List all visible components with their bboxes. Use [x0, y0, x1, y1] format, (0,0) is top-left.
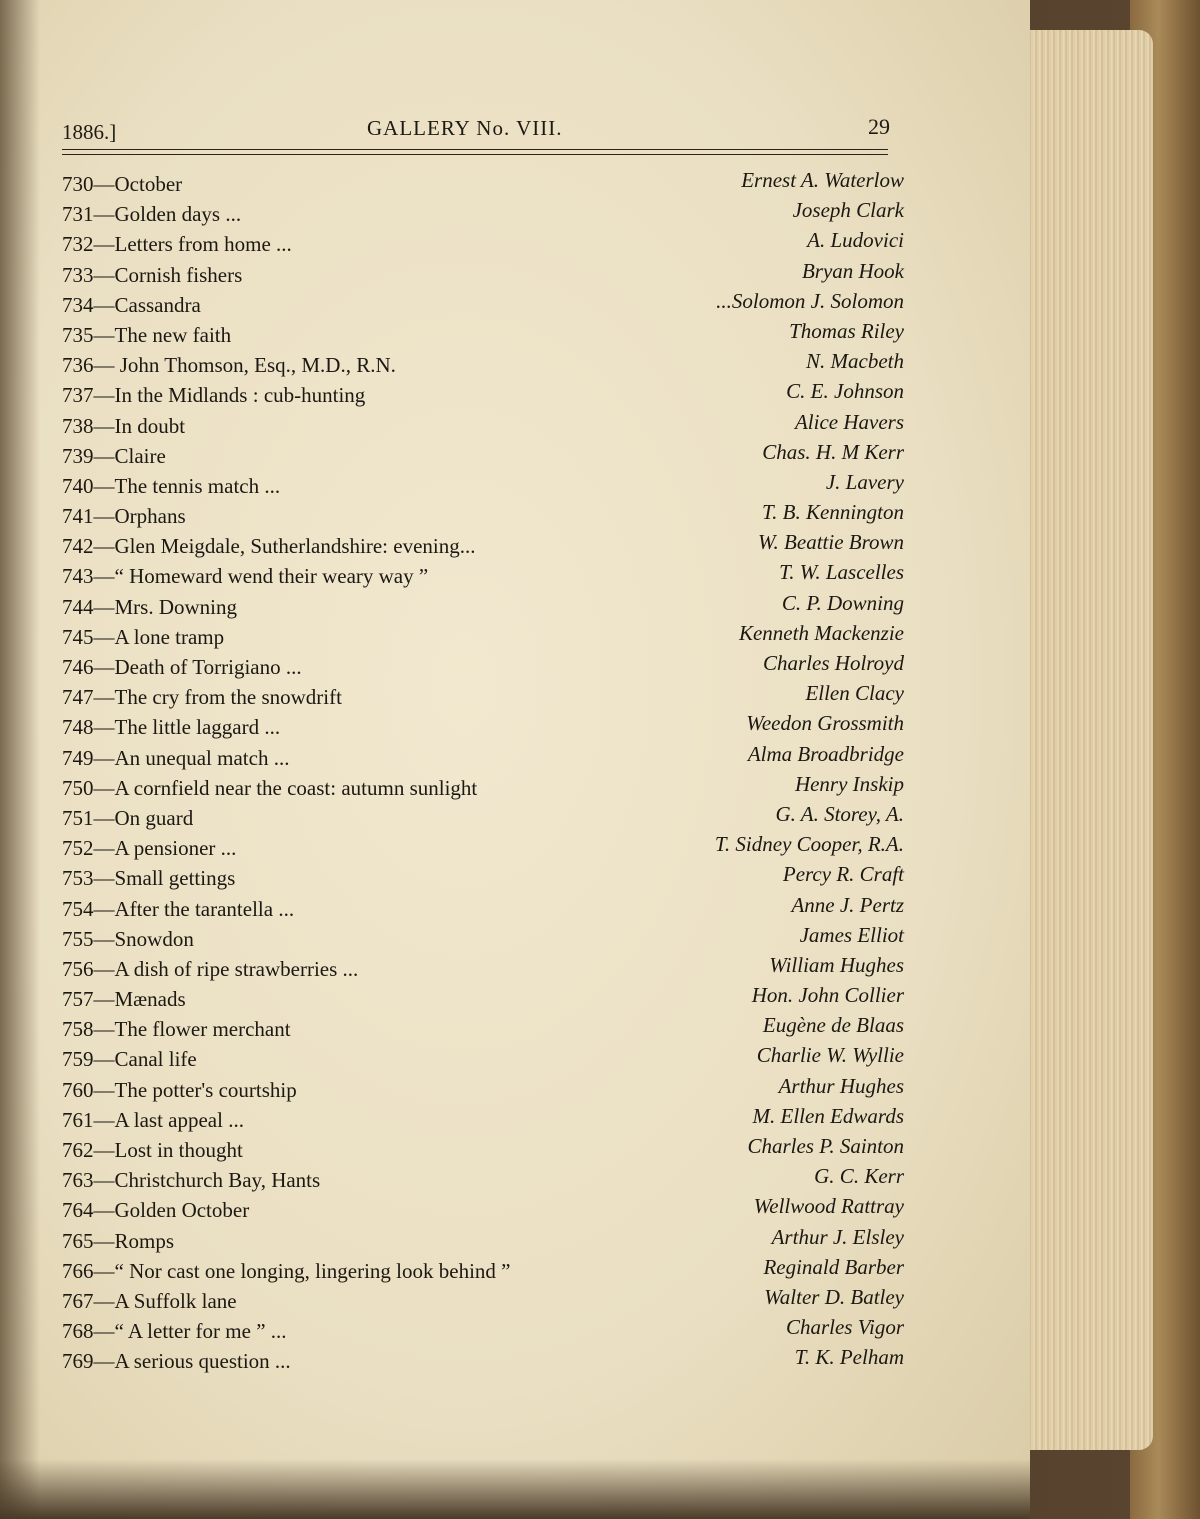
entry-title: 747—The cry from the snowdrift [62, 685, 342, 710]
header-gallery-title: GALLERY No. VIII. [367, 116, 563, 140]
bottom-shadow [0, 1459, 1030, 1519]
entry-title: 753—Small gettings [62, 866, 236, 891]
entry-artist: T. K. Pelham [794, 1345, 904, 1370]
entry-artist: Thomas Riley [789, 318, 904, 343]
entry-title: 738—In doubt [62, 413, 186, 438]
entry-title: 760—The potter's courtship [62, 1077, 297, 1102]
entry-title: 733—Cornish fishers [62, 262, 243, 287]
entry-title: 741—Orphans [62, 504, 186, 529]
entry-title: 768—“ A letter for me ” ... [62, 1319, 287, 1344]
catalogue-entry [62, 892, 904, 927]
entry-artist: Reginald Barber [763, 1254, 904, 1279]
catalogue-entry [62, 862, 904, 896]
entry-title: 746—Death of Torrigiano ... [62, 655, 302, 679]
entry-artist: Percy R. Craft [782, 862, 904, 887]
catalogue-entry-list [62, 168, 904, 1380]
catalogue-entry [62, 1315, 904, 1349]
entry-artist: W. Beattie Brown [757, 530, 904, 555]
entry-artist: Weedon Grossmith [746, 711, 904, 736]
catalogue-entry [62, 288, 904, 323]
catalogue-entry [62, 349, 904, 383]
catalogue-entry [62, 439, 904, 474]
entry-artist: A. Ludovici [807, 228, 904, 253]
entry-title: 751—On guard [62, 805, 194, 830]
entry-artist: Anne J. Pertz [791, 892, 904, 917]
catalogue-entry [62, 1134, 904, 1168]
entry-title: 757—Mænads [62, 987, 186, 1012]
entry-title: 769—A serious question ... [62, 1349, 291, 1374]
entry-title: 758—The flower merchant [62, 1017, 291, 1042]
entry-artist: M. Ellen Edwards [752, 1103, 904, 1128]
entry-artist: William Hughes [769, 952, 904, 977]
entry-title: 767—A Suffolk lane [62, 1288, 237, 1313]
entry-artist: Charles P. Sainton [747, 1134, 904, 1158]
running-header [62, 112, 890, 146]
entry-artist: ...Solomon J. Solomon [716, 288, 904, 313]
entry-title: 754—After the tarantella ... [62, 896, 295, 921]
entry-artist: Charlie W. Wyllie [756, 1043, 904, 1068]
entry-title: 740—The tennis match ... [62, 473, 281, 498]
entry-artist: Arthur J. Elsley [771, 1224, 904, 1249]
entry-title: 744—Mrs. Downing [62, 594, 238, 619]
catalogue-entry [62, 168, 904, 202]
entry-artist: Eugène de Blaas [762, 1013, 904, 1038]
entry-artist: Ellen Clacy [805, 681, 904, 706]
entry-artist: Alma Broadbridge [747, 741, 904, 766]
catalogue-entry [62, 1284, 904, 1319]
entry-title: 735—The new faith [62, 322, 232, 347]
entry-artist: Bryan Hook [801, 258, 904, 283]
catalogue-entry [62, 530, 904, 564]
catalogue-entry [62, 228, 904, 262]
catalogue-entry [62, 198, 904, 232]
entry-artist: N. Macbeth [806, 349, 904, 374]
entry-title: 749—An unequal match ... [62, 745, 290, 770]
entry-artist: Ernest A. Waterlow [741, 168, 904, 192]
entry-title: 732—Letters from home ... [62, 232, 292, 257]
entry-artist: Joseph Clark [792, 198, 904, 223]
entry-title: 759—Canal life [62, 1047, 197, 1072]
catalogue-entry [62, 651, 904, 685]
entry-artist: C. E. Johnson [786, 379, 904, 404]
entry-title: 756—A dish of ripe strawberries ... [62, 956, 359, 981]
entry-title: 734—Cassandra [62, 292, 201, 317]
entry-title: 766—“ Nor cast one longing, lingering look behind ” [62, 1258, 511, 1283]
entry-title: 743—“ Homeward wend their weary way ” [62, 564, 429, 589]
entry-artist: Charles Vigor [785, 1315, 904, 1340]
entry-title: 748—The little laggard ... [62, 715, 281, 740]
entry-title: 765—Romps [62, 1228, 175, 1253]
entry-title: 731—Golden days ... [62, 202, 242, 227]
entry-artist: G. C. Kerr [814, 1164, 904, 1189]
catalogue-entry [62, 560, 904, 594]
entry-title: 745—A lone tramp [62, 624, 225, 649]
catalogue-entry [62, 741, 904, 776]
entry-artist: C. P. Downing [781, 590, 904, 615]
entry-artist: Kenneth Mackenzie [738, 620, 904, 645]
header-double-rule [62, 149, 888, 155]
entry-title: 761—A last appeal ... [62, 1107, 244, 1132]
entry-title: 737—In the Midlands : cub-hunting [62, 383, 366, 408]
entry-artist: Hon. John Collier [751, 983, 904, 1008]
catalogue-entry [62, 318, 904, 353]
entry-artist: Charles Holroyd [763, 651, 904, 675]
entry-artist: Chas. H. M Kerr [762, 439, 904, 464]
gutter-shadow [0, 0, 40, 1519]
entry-title: 752—A pensioner ... [62, 836, 237, 861]
entry-title: 742—Glen Meigdale, Sutherlandshire: evening... [62, 534, 476, 559]
entry-title: 755—Snowdon [62, 926, 194, 951]
entry-artist: G. A. Storey, A. [775, 801, 904, 826]
entry-title: 730—October [62, 172, 183, 196]
entry-artist: J. Lavery [825, 469, 904, 494]
entry-title: 736— John Thomson, Esq., M.D., R.N. [62, 353, 396, 378]
catalogue-entry [62, 832, 904, 866]
entry-title: 764—Golden October [62, 1198, 250, 1223]
entry-artist: James Elliot [799, 922, 904, 947]
entry-title: 739—Claire [62, 443, 166, 468]
entry-title: 750—A cornfield near the coast: autumn sunlight [62, 775, 478, 800]
entry-artist: Arthur Hughes [778, 1073, 904, 1098]
entry-artist: Walter D. Batley [764, 1284, 904, 1309]
page-number: 29 [868, 114, 890, 139]
entry-artist: T. Sidney Cooper, R.A. [714, 832, 904, 857]
entry-title: 763—Christchurch Bay, Hants [62, 1168, 321, 1193]
entry-artist: Alice Havers [794, 409, 904, 434]
catalogue-entry [62, 1345, 904, 1379]
entry-title: 762—Lost in thought [62, 1138, 243, 1162]
entry-artist: T. B. Kennington [762, 500, 904, 525]
catalogue-entry [62, 379, 904, 413]
header-year: 1886.] [62, 120, 117, 144]
entry-artist: Henry Inskip [794, 771, 904, 796]
entry-artist: Wellwood Rattray [753, 1194, 904, 1219]
entry-artist: T. W. Lascelles [779, 560, 904, 585]
